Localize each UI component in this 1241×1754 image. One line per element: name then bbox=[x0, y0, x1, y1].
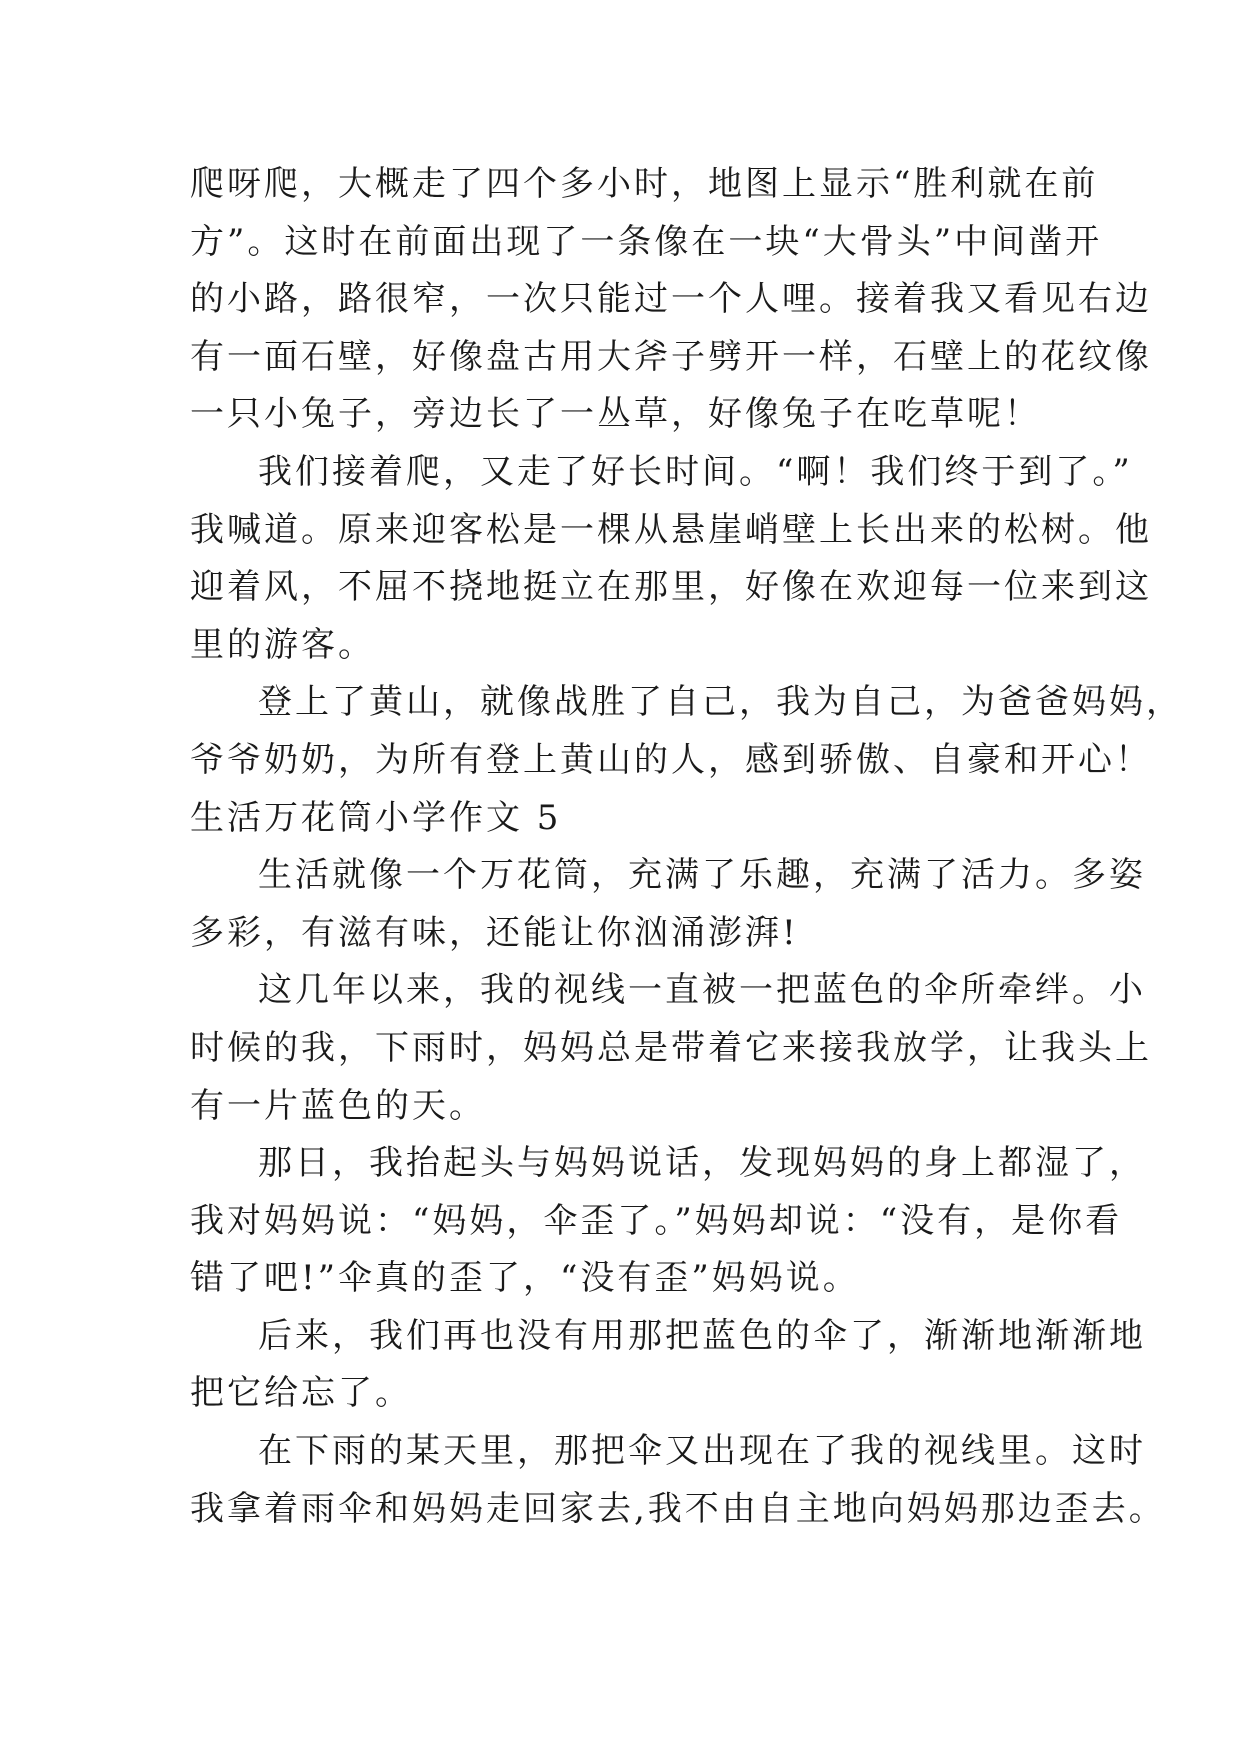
document-body bbox=[190, 156, 1183, 1538]
text-line: 在下雨的某天里，那把伞又出现在了我的视线里。这时 bbox=[258, 1431, 1146, 1472]
text-line: 方”。这时在前面出现了一条像在一块“大骨头”中间凿开 bbox=[190, 221, 1103, 262]
text-line: 这几年以来，我的视线一直被一把蓝色的伞所牵绊。小 bbox=[258, 970, 1146, 1011]
text-line: 一只小兔子，旁边长了一丛草，好像兔子在吃草呢！ bbox=[190, 394, 1041, 435]
text-line: 登上了黄山，就像战胜了自己，我为自己，为爸爸妈妈， bbox=[258, 682, 1183, 723]
text-line: 多彩，有滋有味，还能让你汹涌澎湃! bbox=[190, 912, 799, 953]
text-line: 那日，我抬起头与妈妈说话，发现妈妈的身上都湿了， bbox=[258, 1143, 1146, 1184]
text-line: 的小路，路很窄，一次只能过一个人哩。接着我又看见右边 bbox=[190, 279, 1152, 320]
text-line: 把它给忘了。 bbox=[190, 1373, 412, 1414]
text-line: 我喊道。原来迎客松是一棵从悬崖峭壁上长出来的松树。他 bbox=[190, 509, 1152, 550]
text-line: 里的游客。 bbox=[190, 624, 375, 665]
text-line: 生活就像一个万花筒，充满了乐趣，充满了活力。多姿 bbox=[258, 855, 1146, 896]
text-line: 我拿着雨伞和妈妈走回家去,我不由自主地向妈妈那边歪去。 bbox=[190, 1488, 1166, 1529]
text-line: 后来，我们再也没有用那把蓝色的伞了，渐渐地渐渐地 bbox=[258, 1315, 1146, 1356]
text-line: 我对妈妈说：“妈妈，伞歪了。”妈妈却说：“没有，是你看 bbox=[190, 1200, 1123, 1241]
section-heading: 生活万花筒小学作文 5 bbox=[190, 797, 562, 838]
text-line: 有一面石壁，好像盘古用大斧子劈开一样，石壁上的花纹像 bbox=[190, 336, 1152, 377]
text-line: 错了吧!”伞真的歪了，“没有歪”妈妈说。 bbox=[190, 1258, 860, 1299]
text-line: 迎着风，不屈不挠地挺立在那里，好像在欢迎每一位来到这 bbox=[190, 567, 1152, 608]
text-line: 我们接着爬，又走了好长时间。“啊！我们终于到了。” bbox=[258, 451, 1133, 492]
text-line: 爬呀爬，大概走了四个多小时，地图上显示“胜利就在前 bbox=[190, 164, 1099, 204]
text-line: 时候的我，下雨时，妈妈总是带着它来接我放学，让我头上 bbox=[190, 1027, 1152, 1068]
text-line: 爷爷奶奶，为所有登上黄山的人，感到骄傲、自豪和开心！ bbox=[190, 739, 1152, 780]
text-line: 有一片蓝色的天。 bbox=[190, 1085, 486, 1126]
